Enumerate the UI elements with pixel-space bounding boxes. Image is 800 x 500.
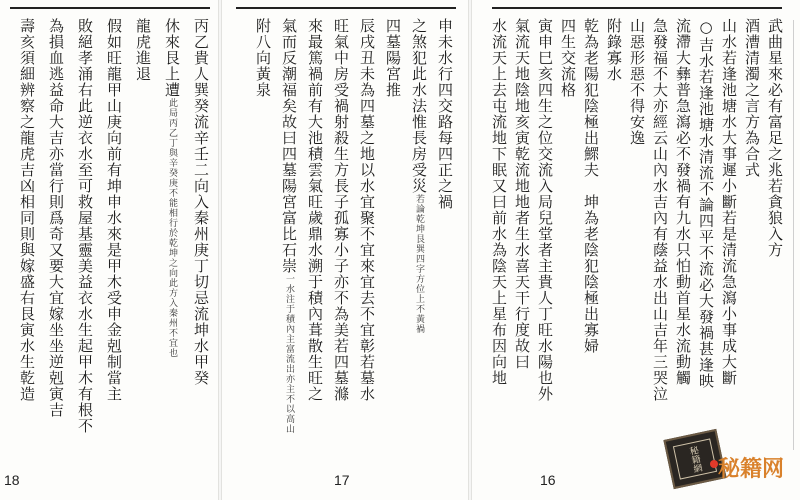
text-column bbox=[125, 18, 154, 460]
top-rule bbox=[10, 7, 210, 9]
text-column bbox=[430, 18, 456, 460]
column-text: 之煞犯此水法惟長房受災 bbox=[410, 18, 428, 194]
column-text: 乾為老陽犯陰極出鰥夫 坤為老陰犯陰極出寡婦 bbox=[582, 18, 600, 354]
column-text: 寅申巳亥四生之位交流入局兒堂者主貴人丁旺水陽也外 bbox=[536, 18, 554, 402]
text-column bbox=[648, 18, 671, 460]
column-text: 酒漕清濁之言方為合式 bbox=[743, 18, 761, 178]
text-column bbox=[326, 18, 352, 460]
annotation-note: 若論乾坤艮巽四字方位上不黃禍 bbox=[414, 194, 424, 334]
column-text: 旺氣中房受禍射殺生方長子孤寡小子亦不為美若四墓滌 bbox=[332, 18, 350, 402]
column-text: 附八向黃泉 bbox=[254, 18, 272, 98]
column-text: 四生交流格 bbox=[559, 18, 577, 98]
text-column bbox=[38, 18, 67, 460]
text-columns-left bbox=[8, 18, 212, 460]
watermark-dot-icon bbox=[710, 460, 718, 468]
column-text: 敗絕孝涌右此逆衣水至可救屋基靈美益衣水生起甲木有根不 bbox=[76, 18, 94, 434]
text-column bbox=[300, 18, 326, 460]
text-column bbox=[378, 18, 404, 460]
text-columns-right bbox=[486, 18, 786, 460]
column-text: 申未水行四交路每四正之禍 bbox=[436, 18, 454, 210]
page-number-left: 18 bbox=[4, 472, 20, 488]
seal-text: 秘籍網 bbox=[673, 438, 717, 479]
top-rule bbox=[236, 7, 456, 9]
column-text: 氣而反潮福矣故曰四墓陽宮富比石崇 bbox=[280, 18, 298, 274]
column-text: 休來艮上遭 bbox=[163, 18, 181, 98]
text-column bbox=[625, 18, 648, 460]
text-column bbox=[717, 18, 740, 460]
text-column bbox=[763, 18, 786, 460]
column-text: 附錄寡水 bbox=[605, 18, 623, 82]
column-text: ○吉水若逢池塘水清流不論四平不流必大發禍甚逢映 bbox=[697, 18, 715, 389]
watermark-logo: 秘籍网 bbox=[718, 457, 785, 482]
column-text: 辰戌丑未為四墓之地以水宜聚不宜來宜去不宜彰若墓水 bbox=[358, 18, 376, 402]
column-text: 丙乙貴人巽癸流辛壬二向入秦州庚丁切忌流坤水甲癸 bbox=[192, 18, 210, 386]
text-column bbox=[154, 18, 183, 460]
text-column bbox=[9, 18, 38, 460]
page-number-right: 16 bbox=[540, 472, 556, 488]
column-text: 為損血逃益命大吉亦當行則爲奇又要大宜嫁坐坐逆剋寅吉 bbox=[47, 18, 65, 418]
text-column bbox=[96, 18, 125, 460]
column-text: 山水若逢池塘水大事遲小斷若是清流急瀉小事成大斷 bbox=[720, 18, 738, 386]
text-column bbox=[183, 18, 212, 460]
text-column bbox=[740, 18, 763, 460]
text-column bbox=[579, 18, 602, 460]
column-text: 來最篤禍前有大池積雲氣旺歲鼎水溯于積內葺散生旺之 bbox=[306, 18, 324, 402]
page-edge bbox=[793, 20, 800, 450]
page-right bbox=[472, 0, 800, 500]
text-column bbox=[487, 18, 510, 460]
annotation-note: 一水注于積內主富流出亦主不以高山 bbox=[284, 274, 294, 434]
top-rule bbox=[492, 7, 782, 9]
column-text: 武曲星來必有富足之兆若貪狼入方 bbox=[766, 18, 784, 258]
column-text: 水流天上去屯流地下眠又曰前水為陰天上星布因向地 bbox=[490, 18, 508, 386]
column-text: 山惡形惡不得安逸 bbox=[628, 18, 646, 146]
text-column bbox=[404, 18, 430, 460]
text-columns-middle bbox=[242, 18, 456, 460]
page-left bbox=[0, 0, 218, 500]
annotation-note: 此局丙乙丁與辛癸庚不能相行於乾坤之向此方入秦州不宜也 bbox=[167, 98, 177, 358]
text-column bbox=[352, 18, 378, 460]
text-column bbox=[248, 18, 274, 460]
column-text: 龍虎進退 bbox=[134, 18, 152, 82]
text-column bbox=[510, 18, 533, 460]
text-column bbox=[67, 18, 96, 460]
text-column bbox=[671, 18, 694, 460]
column-text: 氣流天地陰地亥寅乾流地地者生水喜天干行度故曰 bbox=[513, 18, 531, 370]
column-text: 壽亥須細辨察之龍虎吉凶相同則與嫁盛右艮寅水生乾造 bbox=[18, 18, 36, 402]
text-column bbox=[274, 18, 300, 460]
page-number-middle: 17 bbox=[334, 472, 350, 488]
column-text: 流滯大彝普急瀉必不發禍有九水只怕動首星水流動觸 bbox=[674, 18, 692, 386]
text-column bbox=[556, 18, 579, 460]
text-column bbox=[602, 18, 625, 460]
column-text: 四墓陽宮推 bbox=[384, 18, 402, 98]
text-column bbox=[694, 18, 717, 460]
text-column bbox=[533, 18, 556, 460]
column-text: 急發福不大亦經云山內水吉內有蔭益水出山吉年三哭泣 bbox=[651, 18, 669, 402]
column-text: 假如旺龍甲山庚向前有坤申水來是甲木受申金剋制當主 bbox=[105, 18, 123, 402]
page-middle bbox=[222, 0, 468, 500]
